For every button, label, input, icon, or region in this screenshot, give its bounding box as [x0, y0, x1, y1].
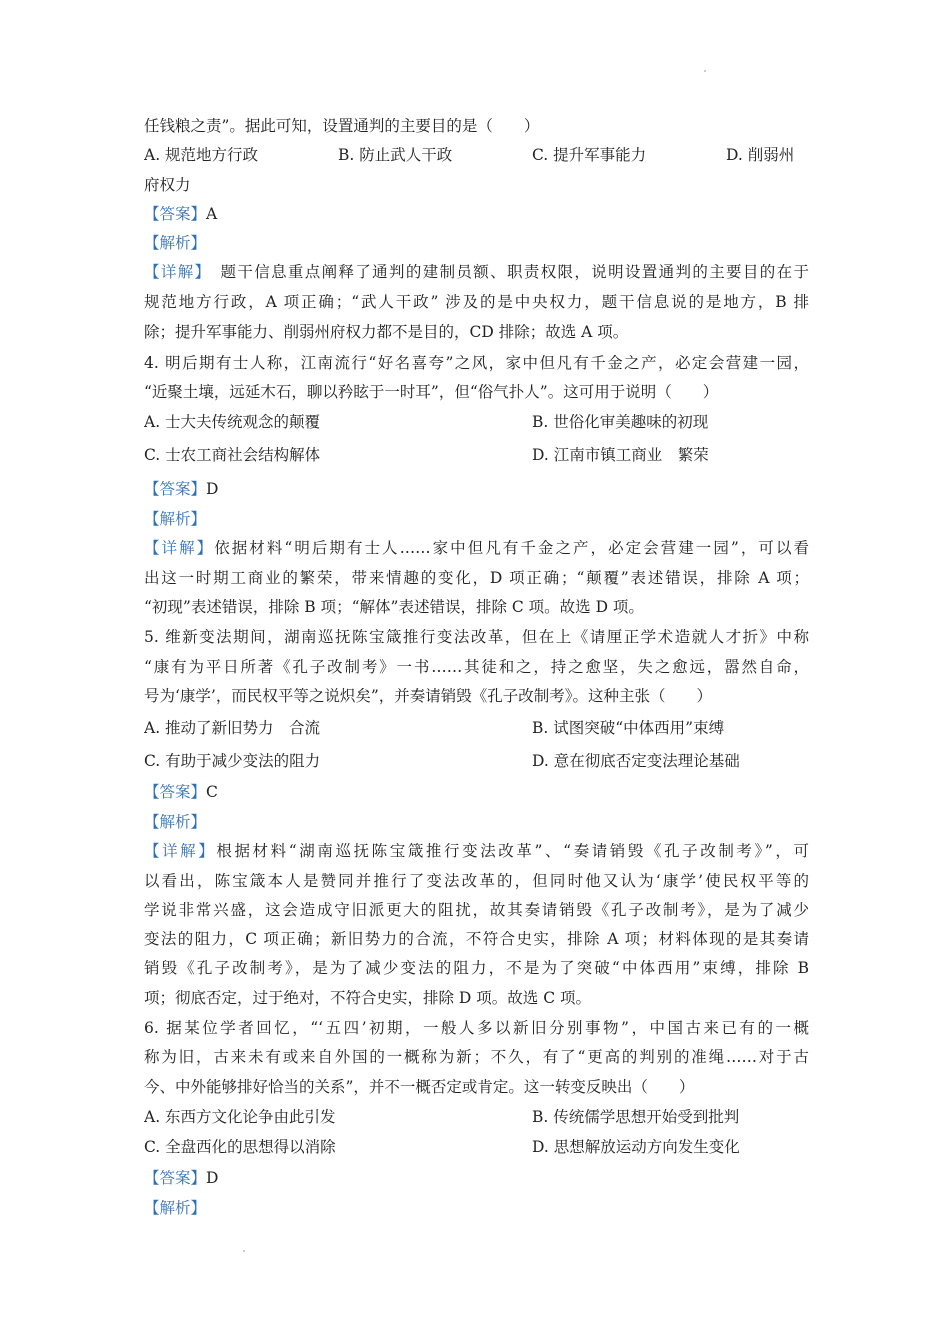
q3-detail-line: 规范地方行政，A 项正确；“武人干政” 涉及的是中央权力，题干信息说的是地方，B 排: [144, 293, 809, 311]
q5-option-d: D. 意在彻底否定变法理论基础: [532, 752, 740, 770]
q4-detail-line: [144, 533, 809, 563]
q5-answer: [144, 777, 809, 807]
answer-tag: 【答案】: [144, 480, 207, 498]
detail-tag: 【详解】: [144, 539, 215, 557]
detail-text: 依据材料“明后期有士人……家中但凡有千金之产，必定会营建一园”，可以看: [214, 539, 809, 557]
q6-options-row: [144, 1102, 809, 1132]
q3-option-d-cont: 府权力: [144, 176, 191, 194]
q6-answer: [144, 1163, 809, 1193]
q3-option-c: C. 提升军事能力: [532, 146, 647, 164]
q5-stem-line: “康有为平日所著《孔子改制考》一书……其徒和之，持之愈坚，失之愈远，嚣然自命，: [144, 658, 809, 676]
q5-stem-line: 号为‘康学’，而民权平等之说炽矣”，并奏请销毁《孔子改制考》。这种主张（ ）: [144, 687, 713, 705]
q5-detail-line: [144, 836, 809, 866]
q5-option-a: A. 推动了新旧势力 合流: [144, 719, 321, 737]
q3-stem-tail: 任钱粮之责”。据此可知，设置通判的主要目的是（ ）: [144, 117, 540, 135]
q5-options-row: [144, 713, 809, 743]
q6-option-c: C. 全盘西化的思想得以消除: [144, 1138, 336, 1156]
q5-option-b: B. 试图突破“中体西用”束缚: [532, 719, 725, 737]
q4-detail-line: “初现”表述错误，排除 B 项；“解体”表述错误，排除 C 项。故选 D 项。: [144, 598, 644, 616]
q4-stem-line: “近聚土壤，远延木石，聊以矜眩于一时耳”，但“俗气扑人”。这可用于说明（ ）: [144, 383, 719, 401]
q5-stem-line: 5. 维新变法期间，湖南巡抚陈宝箴推行变法改革，但在上《请厘正学术造就人才折》中称: [144, 628, 809, 646]
answer-tag: 【答案】: [144, 205, 207, 223]
q5-analysis: [144, 807, 809, 837]
q4-options-row: [144, 440, 809, 470]
q4-option-a: A. 士大夫传统观念的颠覆: [144, 413, 321, 431]
q3-detail-line: 除；提升军事能力、削弱州府权力都不是目的，CD 排除；故选 A 项。: [144, 323, 629, 341]
q6-options-row: [144, 1132, 809, 1162]
analysis-tag: 【解析】: [144, 510, 207, 528]
q3-option-a: A. 规范地方行政: [144, 146, 259, 164]
q5-detail-line: 项；彻底否定，过于绝对，不符合史实，排除 D 项。故选 C 项。: [144, 989, 591, 1007]
analysis-tag: 【解析】: [144, 234, 207, 252]
q4-answer: [144, 474, 809, 504]
answer-value: A: [206, 205, 218, 223]
q6-option-a: A. 东西方文化论争由此引发: [144, 1108, 336, 1126]
analysis-tag: 【解析】: [144, 1199, 207, 1217]
q3-analysis: [144, 228, 809, 258]
q5-options-row: [144, 746, 809, 776]
scan-dot: [704, 70, 706, 72]
answer-tag: 【答案】: [144, 1169, 207, 1187]
q4-analysis: [144, 504, 809, 534]
q3-answer: [144, 199, 809, 229]
q3-detail-line: [144, 257, 809, 287]
detail-tag: 【详解】: [144, 263, 204, 281]
q6-stem-line: 今、中外能够排好恰当的关系”，并不一概否定或肯定。这一转变反映出（ ）: [144, 1078, 695, 1096]
q4-stem-line: 4. 明后期有士人称，江南流行“好名喜夸”之风，家中但凡有千金之产，必定会营建一园，: [144, 354, 809, 372]
q4-options-row: [144, 407, 809, 437]
q3-option-d: D. 削弱州: [726, 146, 795, 164]
scan-dot: [243, 1250, 245, 1252]
q6-analysis: [144, 1193, 809, 1223]
q5-detail-line: 以看出，陈宝箴本人是赞同并推行了变法改革的，但同时他又认为‘康学’使民权平等的: [144, 872, 809, 890]
q5-detail-line: 变法的阻力，C 项正确；新旧势力的合流，不符合史实，排除 A 项；材料体现的是其奏请: [144, 930, 809, 948]
answer-value: D: [206, 480, 219, 498]
q4-detail-line: 出这一时期工商业的繁荣，带来情趣的变化，D 项正确；“颠覆”表述错误，排除 A 项；: [144, 569, 809, 587]
detail-tag: 【详解】: [144, 842, 217, 860]
q4-option-d: D. 江南市镇工商业 繁荣: [532, 446, 709, 464]
q6-option-d: D. 思想解放运动方向发生变化: [532, 1138, 740, 1156]
q4-option-b: B. 世俗化审美趣味的初现: [532, 413, 709, 431]
q5-detail-line: 学说非常兴盛，这会造成守旧派更大的阻扰，故其奏请销毁《孔子改制考》，是为了减少: [144, 901, 809, 919]
q5-option-c: C. 有助于减少变法的阻力: [144, 752, 321, 770]
answer-tag: 【答案】: [144, 783, 207, 801]
q6-stem-line: 6. 据某位学者回忆，“‘五四’初期，一般人多以新旧分别事物”，中国古来已有的一概: [144, 1019, 809, 1037]
detail-text: 题干信息重点阐释了通判的建制员额、职责权限，说明设置通判的主要目的在于: [220, 263, 809, 281]
q6-stem-line: 称为旧，古来未有或来自外国的一概称为新；不久，有了“更高的判别的准绳……对于古: [144, 1048, 809, 1066]
q3-options-row: [144, 140, 809, 170]
detail-text: 根据材料“湖南巡抚陈宝箴推行变法改革”、“奏请销毁《孔子改制考》”，可: [216, 842, 809, 860]
q4-option-c: C. 士农工商社会结构解体: [144, 446, 321, 464]
q3-option-b: B. 防止武人干政: [338, 146, 453, 164]
q5-detail-line: 销毁《孔子改制考》，是为了减少变法的阻力，不是为了突破“中体西用”束缚，排除 B: [144, 959, 809, 977]
q6-option-b: B. 传统儒学思想开始受到批判: [532, 1108, 740, 1126]
answer-value: D: [206, 1169, 219, 1187]
answer-value: C: [206, 783, 218, 801]
analysis-tag: 【解析】: [144, 813, 207, 831]
